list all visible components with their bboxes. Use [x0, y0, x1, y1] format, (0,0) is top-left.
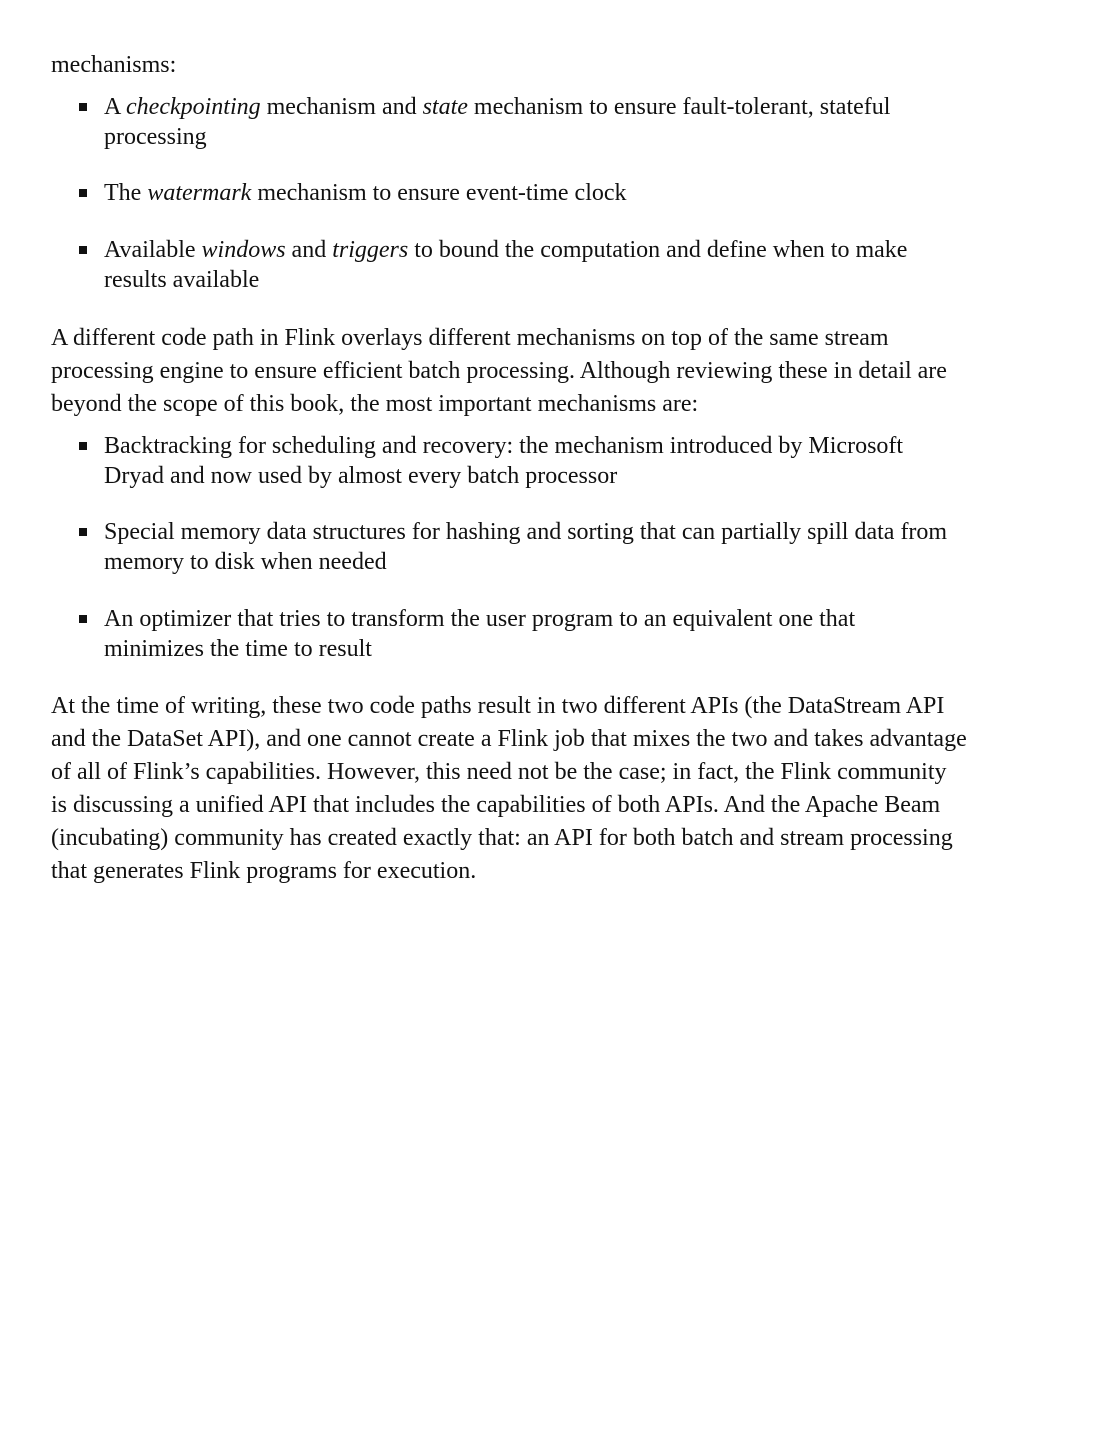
paragraph-apis: [51, 690, 967, 888]
text-line: of all of Flink’s capabilities. However, this need not be the case; in fact, the Flink community: [51, 759, 947, 785]
bullet-icon: [79, 246, 87, 254]
bullet-icon: [79, 189, 87, 197]
text-line: processing engine to ensure efficient batch processing. Although reviewing these in detail are: [51, 358, 947, 384]
text-segment: mechanism to ensure fault-tolerant, stateful: [467, 94, 891, 120]
emphasis-text: triggers: [332, 237, 409, 263]
text-segment: to bound the computation and define when to make: [408, 237, 908, 263]
text-line: (incubating) community has created exactly that: an API for both batch and stream processing: [51, 825, 953, 851]
text-segment: mechanism and: [260, 94, 423, 120]
bullet-icon: [79, 442, 87, 450]
bullet-icon: [79, 103, 87, 111]
list-item: Special memory data structures for hashing and sorting that can partially spill data from memory to disk when needed: [104, 517, 947, 577]
text-line: is discussing a unified API that includes the capabilities of both APIs. And the Apache Beam: [51, 792, 941, 818]
text-segment: processing: [104, 124, 207, 150]
text-line: [104, 178, 627, 208]
emphasis-text: checkpointing: [126, 94, 261, 120]
text-line: At the time of writing, these two code paths result in two different APIs (the DataStream API: [51, 693, 945, 719]
text-line: [104, 265, 907, 295]
text-line: beyond the scope of this book, the most important mechanisms are:: [51, 391, 699, 417]
list-item: An optimizer that tries to transform the user program to an equivalent one that minimizes the time to result: [104, 604, 855, 664]
text-segment: A: [104, 94, 127, 120]
paragraph-batch-code-path: [51, 322, 947, 421]
text-line: [104, 92, 890, 122]
list-item: [104, 92, 890, 152]
text-line: and the DataSet API), and one cannot create a Flink job that mixes the two and takes advantage: [51, 726, 967, 752]
text-segment: Available: [104, 237, 202, 263]
list-item: Backtracking for scheduling and recovery: the mechanism introduced by Microsoft Dryad and now used by almost every batch processor: [104, 431, 903, 491]
list-item: [104, 178, 627, 208]
emphasis-text: watermark: [147, 180, 252, 206]
emphasis-text: windows: [201, 237, 286, 263]
text-segment: results available: [104, 267, 260, 293]
bullet-icon: [79, 615, 87, 623]
text-line: [104, 235, 907, 265]
text-line: [104, 122, 890, 152]
list-item: [104, 235, 907, 295]
text-line: that generates Flink programs for execution.: [51, 858, 477, 884]
emphasis-text: state: [422, 94, 468, 120]
bullet-icon: [79, 528, 87, 536]
text-segment: The: [104, 180, 148, 206]
intro-text: mechanisms:: [51, 52, 177, 78]
text-line: A different code path in Flink overlays different mechanisms on top of the same stream: [51, 325, 889, 351]
text-segment: mechanism to ensure event-time clock: [251, 180, 627, 206]
text-segment: and: [285, 237, 333, 263]
